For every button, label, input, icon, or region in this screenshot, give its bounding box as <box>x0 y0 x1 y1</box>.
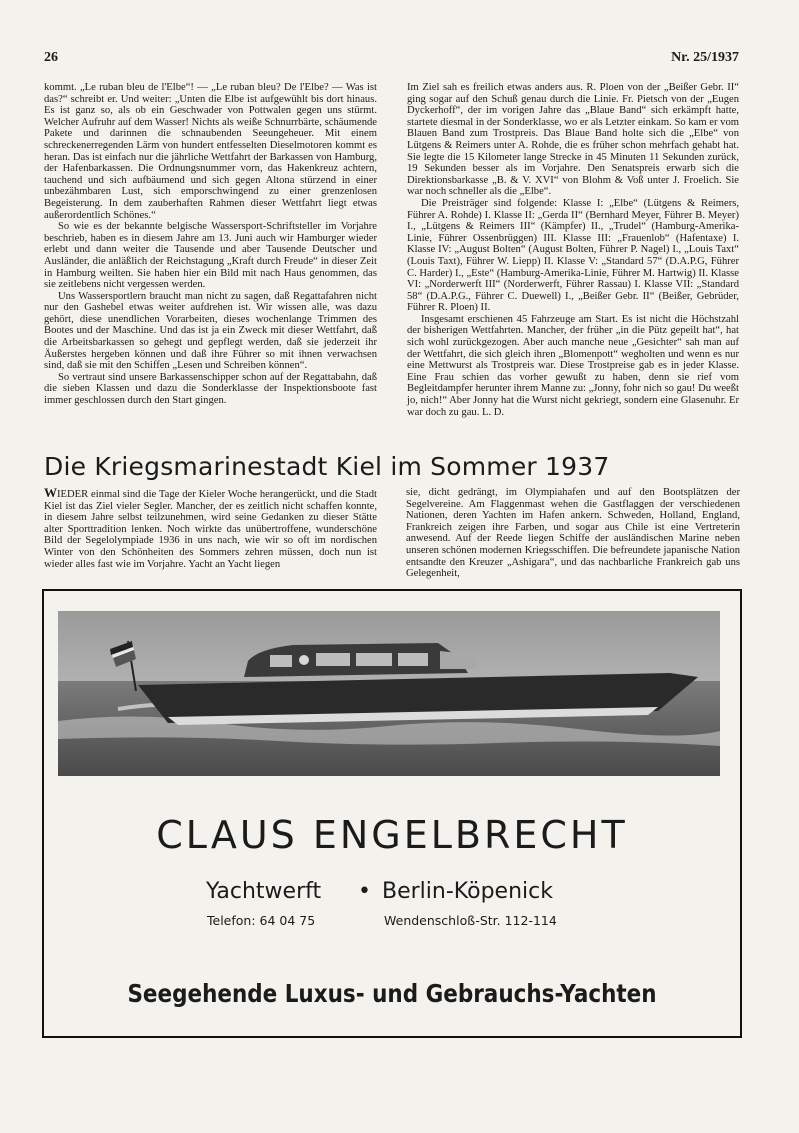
phone-number: Telefon: 64 04 75 <box>207 913 316 928</box>
advertisement-box <box>42 589 742 1038</box>
regatta-report-left-column <box>44 82 377 407</box>
motor-yacht-photo <box>58 611 720 776</box>
paragraph: So vertraut sind unsere Barkassenschipper schon auf der Regattabahn, daß die sieben Klassen und dazu die Sonderklasse der Inspektionsboote fast immer geschlossen durch den Start gingen. <box>44 371 377 407</box>
separator-dot: • <box>358 879 371 904</box>
business-type: Yachtwerft <box>206 879 322 904</box>
article-headline: Die Kriegsmarinestadt Kiel im Sommer 1937 <box>44 452 610 481</box>
article-left-text: IEDER einmal sind die Tage der Kieler Woche herangerückt, und die Stadt Kiel ist das Ziel vieler Segler. Mancher, der es zeitlich nicht schaffen konnte, in diesem Jahre selbst teilzunehmen, wird seine Gedanken zu dieser Stätte alter Sporttradition lenken. Noch wirkte das unübertroffene, wunderschöne Bild der Segelolympiade 1936 in uns nach, wie wir so oft im nordischen Winter von den Schönheiten des Sommers zehren müssen, doch nun ist wieder alles fast wie im Vorjahre. Yacht an Yacht liegen <box>44 489 377 570</box>
paragraph: Die Preisträger sind folgende: Klasse I: „Elbe“ (Lütgens & Reimers, Führer A. Rohde) I. Klasse II: „Gerda II“ (Bernhard Meyer, Führer B. Meyer) I., „Lütgens & Reimers III“ (Kämpfer) II., „Trudel“ (Hamburg-Amerika-Linie, Führer Ossenbrüggen) III. Klasse III: „Frauenlob“ (Hafentaxe) I. Klasse IV: „August Bolten“ (August Bolten, Führer P. Nagel) I., „Louis Taxt“ (Louis Taxt), Führer W. Liepp) II. Klasse V: „Standard 57“ (D.A.P.G, Führer C. Harder) I., „Este“ (Hamburg-Amerika-Linie, Führer M. Hartwig) II. Klasse VI: „Norderwerft III“ (Norderwerft, Führer Rassau) I. Klasse VII: „Standard 58“ (D.A.P.G., Führer C. Duewell) I., „Beißer Gebr. II“ (Beißer, Gebrüder, Führer R. Ploen) II. <box>407 197 739 314</box>
street-address: Wendenschloß-Str. 112-114 <box>384 913 557 928</box>
regatta-report-right-column <box>407 82 739 418</box>
paragraph <box>44 487 377 570</box>
paragraph: Uns Wassersportlern braucht man nicht zu sagen, daß Regattafahren nicht nur den Gashebel etwas weiter aufdrehen ist. Wir wissen alle, was dazu gehört, diese unendlichen Vorarbeiten, dieses wochenlange Trimmen des Bootes und der Maschine. Und das ist ja ein Zweck mit dieser Wettfahrt, daß die Arbeitsbarkassen so gehegt und gepflegt werden, daß sie jederzeit ihr Äußerstes hergeben können und daß ihre Führer so mit ihnen verwachsen sind, daß sie mit den Schiffen „Lesen und Schreiben können“. <box>44 290 377 372</box>
article-left-column <box>44 487 377 570</box>
company-name: CLAUS ENGELBRECHT <box>156 813 628 857</box>
paragraph: Insgesamt erschienen 45 Fahrzeuge am Start. Es ist nicht die Höchstzahl der bisherigen Wettfahrten. Mancher, der früher „in die Pütz gepeilt hat“, hat sich wohl zurückgezogen. Aber auch manche neue „Gesichter“ sah man auf der Wettfahrt, die sich gleich ihren „Blomenpott“ wegholten und wenn es nur eine Mettwurst als Trostpreis war. Diese Trostpreise gab es in jeder Klasse. Eine Frau schien das vorher gewußt zu haben, denn sie rief vom Begleitdampfer herunter ihrem Manne zu: „Jonny, fohr nich so gau! Du weeßt jo, nich!“ Aber Jonny hat die Wurst nicht gekriegt, sondern eine Glasenuhr. Er war doch zu gau. L. D. <box>407 313 739 418</box>
page-number: 26 <box>44 50 58 65</box>
issue-number: Nr. 25/1937 <box>671 50 739 65</box>
dropcap: W <box>44 485 57 500</box>
advertisement-slogan: Seegehende Luxus- und Gebrauchs-Yachten <box>127 979 657 1008</box>
article-right-column <box>406 487 740 580</box>
paragraph: So wie es der bekannte belgische Wassersport-Schriftsteller im Vorjahre beschrieb, haben es in diesem Jahre am 13. Juni auch wir Hamburger wieder erlebt und dann weiter die Tausende und aber Tausende Deutscher und Ausländer, die anläßlich der Reichstagung „Kraft durch Freude“ in dieser Zeit in Hamburg weilten. Sie haben hier ein Bild mit nach Haus genommen, das sie zeitlebens nicht vergessen werden. <box>44 221 377 291</box>
paragraph: Im Ziel sah es freilich etwas anders aus. R. Ploen von der „Beißer Gebr. II“ ging sogar auf den Schuß genau durch die Linie. Fr. Pietsch von der „Eugen Dyckerhoff“, der im vorigen Jahre das „Blaue Band“ sich erkämpft hatte, startete diesmal in der Sonderklasse, wo er als Letzter einkam. So kam er vom Blauen Band zum Trostpreis. Das Blaue Band holte sich die „Elbe“ von Lütgens & Reimers unter A. Rohde, die es früher schon mehrfach gehabt hat. Sie legte die 15 Kilometer lange Strecke in 45 Minuten 11 Sekunden zurück, 19 Sekunden besser als im Vorjahre. Den Senatspreis erwarb sich die Direktionsbarkasse „B. & V. XVI“ von Blohm & Voß unter J. Froelich. Sie war noch schneller als die „Elbe“. <box>407 82 739 198</box>
yacht-illustration <box>58 611 720 776</box>
paragraph: kommt. „Le ruban bleu de l'Elbe“! — „Le ruban bleu? De l'Elbe? — Was ist das?“ schreibt er. Und weiter: „Unten die Elbe ist aufgewühlt bis dort hinaus. Es ist ganz so, als ob ein Geschwader von Pottwalen gegen uns stürmt. Welcher Aufruhr auf dem Wasser! Nichts als weiße Schnurrbärte, schäumende Pakete und darinnen die schnaubenden Seeungeheuer. Mit einem schreckenerregenden Lärm von hundert entfesselten Dieselmotoren kommt es heran. Das ist einfach nur die jährliche Wettfahrt der Barkassen von Hamburg, der Hafenbarkassen. Die Ordnungsnummer vorn, das Hakenkreuz achtern, tauchend und sich aufbäumend und sich gegen Altona stürzend in einer unbezähmbaren Lust, sich emporschwingend zu einer grenzenlosen Begeisterung. In dem zauberhaften Rahmen dieser Wettfahrt liegt etwas außerordentlich Schönes.“ <box>44 82 377 221</box>
company-location: Berlin-Köpenick <box>382 879 553 904</box>
article-right-text: sie, dicht gedrängt, im Olympiahafen und auf den Bootsplätzen der Segelvereine. Am Flaggenmast wehen die Gastflaggen der verschiedenen Nationen, deren Yachten im Hafen ankern. Schweden, Holland, England, Frankreich zeigen ihre Farben, und sogar aus Chile ist eine Vertreterin anwesend. Auf der Reede liegen Schiffe der ausländischen Marine neben unseren schönen modernen Kriegsschiffen. Die befreundete japanische Nation entsandte den Kreuzer „Ashigara“, und das nachbarliche Frankreich gab uns Gelegenheit, <box>406 487 740 580</box>
